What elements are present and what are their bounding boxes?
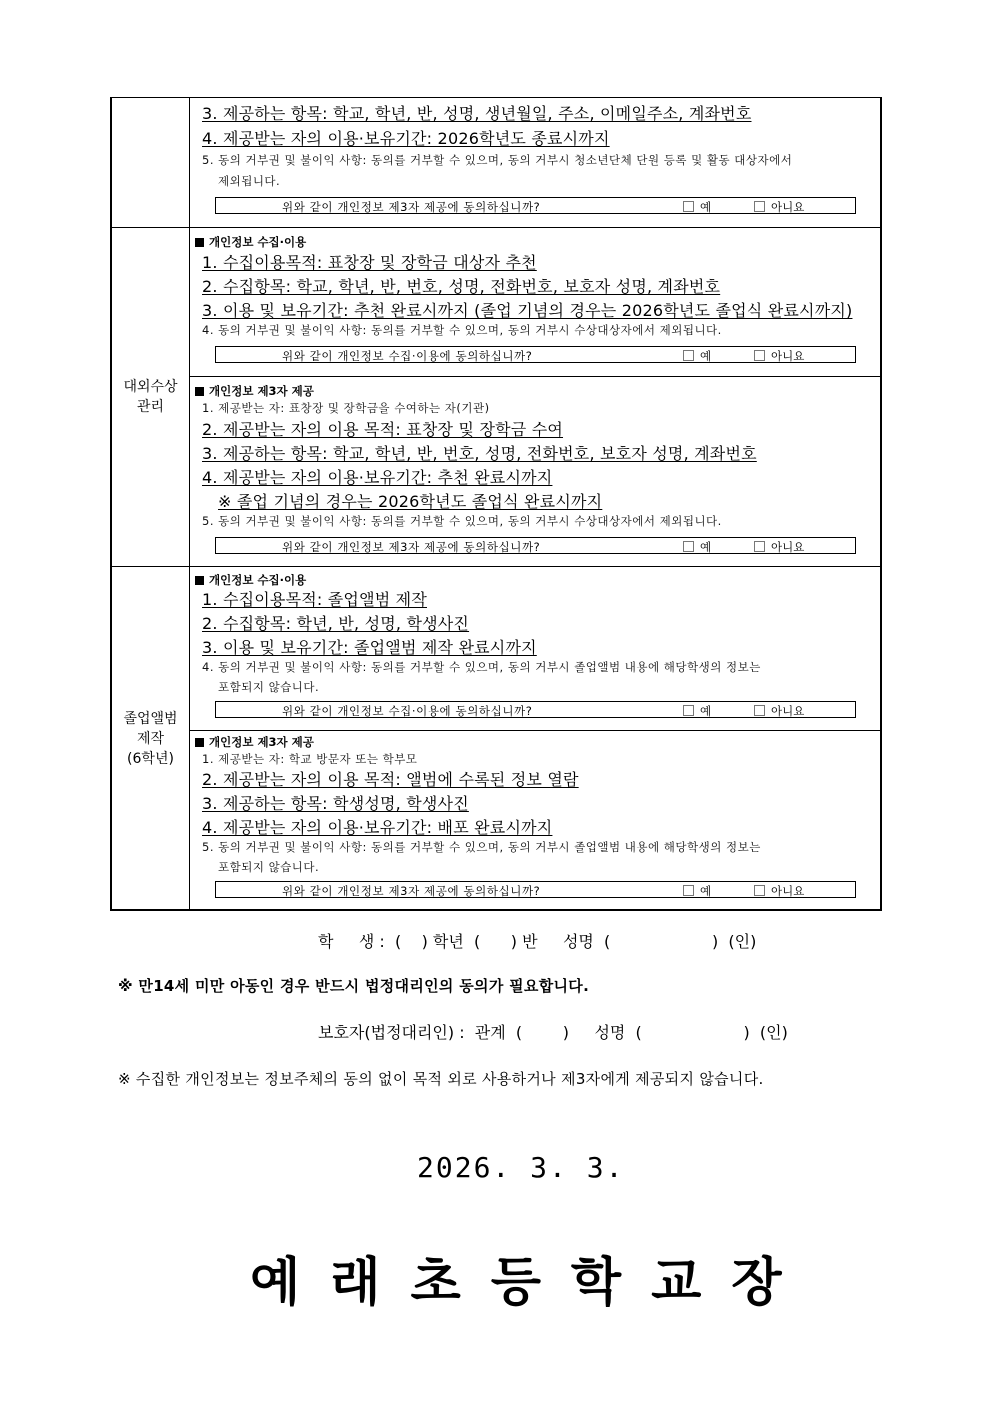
note-refuse: 5. 동의 거부권 및 불이익 사항: 동의를 거부할 수 있으며, 동의 거부시 수상대상자에서 제외됩니다. — [202, 514, 722, 528]
no-option[interactable]: 아니요 — [754, 539, 804, 555]
no-option[interactable]: 아니요 — [754, 703, 804, 719]
no-option[interactable]: 아니요 — [754, 883, 804, 899]
consent-question: 위와 같이 개인정보 제3자 제공에 동의하십니까? — [282, 884, 541, 898]
consent-question-box — [215, 346, 856, 363]
provide-section — [190, 730, 880, 911]
item-1: 1. 수집이용목적: 졸업앨범 제작 — [202, 590, 427, 609]
item-3: 3. 제공하는 항목: 학교, 학년, 반, 성명, 생년월일, 주소, 이메일주소, 계좌번호 — [202, 104, 752, 123]
square-bullet-icon — [195, 738, 204, 747]
yes-option[interactable]: 예 — [683, 883, 711, 899]
row-label — [112, 98, 190, 227]
use-notice: ※ 수집한 개인정보는 정보주체의 동의 없이 목적 외로 사용하거나 제3자에게 제공되지 않습니다. — [118, 1070, 764, 1088]
yes-option[interactable]: 예 — [683, 199, 711, 215]
note-refuse: 4. 동의 거부권 및 불이익 사항: 동의를 거부할 수 있으며, 동의 거부시 수상대상자에서 제외됩니다. — [202, 323, 722, 337]
note-refuse: 4. 동의 거부권 및 불이익 사항: 동의를 거부할 수 있으며, 동의 거부시 졸업앨범 내용에 해당학생의 정보는 — [202, 660, 761, 674]
section-head: 개인정보 수집·이용 — [195, 234, 306, 250]
item-5: ※ 졸업 기념의 경우는 2026학년도 졸업식 완료시까지 — [218, 492, 603, 511]
consent-question-box — [215, 197, 856, 214]
guardian-signature-line[interactable]: 보호자(법정대리인) : 관계 ( ) 성명 ( ) (인) — [318, 1023, 788, 1042]
square-bullet-icon — [195, 238, 204, 247]
item-3: 3. 제공하는 항목: 학생성명, 학생사진 — [202, 794, 469, 813]
consent-question: 위와 같이 개인정보 수집·이용에 동의하십니까? — [282, 704, 533, 718]
row-graduation-album — [112, 567, 880, 910]
item-4: 4. 제공받는 자의 이용·보유기간: 2026학년도 종료시까지 — [202, 129, 610, 148]
row-content — [190, 228, 880, 566]
student-signature-line[interactable]: 학 생 : ( ) 학년 ( ) 반 성명 ( ) (인) — [318, 932, 757, 951]
age-notice: ※ 만14세 미만 아동인 경우 반드시 법정대리인의 동의가 필요합니다. — [118, 977, 590, 995]
item-3: 3. 이용 및 보유기간: 졸업앨범 제작 완료시까지 — [202, 638, 537, 657]
consent-question: 위와 같이 개인정보 제3자 제공에 동의하십니까? — [282, 200, 541, 214]
row-content — [190, 98, 880, 227]
consent-question-box — [215, 537, 856, 554]
yes-option[interactable]: 예 — [683, 703, 711, 719]
section-head: 개인정보 제3자 제공 — [195, 383, 314, 399]
section-head: 개인정보 제3자 제공 — [195, 734, 314, 750]
checkbox-icon[interactable] — [683, 541, 694, 552]
item-3: 3. 이용 및 보유기간: 추천 완료시까지 (졸업 기념의 경우는 2026학년도 졸업식 완료시까지) — [202, 301, 853, 320]
section-head: 개인정보 수집·이용 — [195, 572, 306, 588]
note-refuse-cont: 포함되지 않습니다. — [218, 860, 320, 874]
collect-section — [190, 567, 880, 730]
checkbox-icon[interactable] — [754, 201, 765, 212]
item-1: 1. 제공받는 자: 표창장 및 장학금을 수여하는 자(기관) — [202, 401, 490, 415]
row-label: 대외수상 관리 — [112, 228, 190, 566]
item-2: 2. 제공받는 자의 이용 목적: 앨범에 수록된 정보 열람 — [202, 770, 579, 789]
collect-section — [190, 228, 880, 376]
item-1: 1. 제공받는 자: 학교 방문자 또는 학부모 — [202, 752, 418, 766]
item-4: 4. 제공받는 자의 이용·보유기간: 추천 완료시까지 — [202, 468, 553, 487]
item-3: 3. 제공하는 항목: 학교, 학년, 반, 번호, 성명, 전화번호, 보호자 성명, 계좌번호 — [202, 444, 757, 463]
row-awards — [112, 228, 880, 567]
item-4: 4. 제공받는 자의 이용·보유기간: 배포 완료시까지 — [202, 818, 553, 837]
note-refuse: 5. 동의 거부권 및 불이익 사항: 동의를 거부할 수 있으며, 동의 거부시 졸업앨범 내용에 해당학생의 정보는 — [202, 840, 761, 854]
document-date: 2026. 3. 3. — [417, 1151, 625, 1184]
checkbox-icon[interactable] — [683, 885, 694, 896]
checkbox-icon[interactable] — [754, 885, 765, 896]
item-2: 2. 제공받는 자의 이용 목적: 표창장 및 장학금 수여 — [202, 420, 564, 439]
checkbox-icon[interactable] — [683, 705, 694, 716]
item-2: 2. 수집항목: 학년, 반, 성명, 학생사진 — [202, 614, 470, 633]
note-refuse: 5. 동의 거부권 및 불이익 사항: 동의를 거부할 수 있으며, 동의 거부시 청소년단체 단원 등록 및 활동 대상자에서 — [202, 153, 793, 167]
consent-question: 위와 같이 개인정보 제3자 제공에 동의하십니까? — [282, 540, 541, 554]
checkbox-icon[interactable] — [754, 705, 765, 716]
row-content — [190, 567, 880, 910]
no-option[interactable]: 아니요 — [754, 199, 804, 215]
consent-question-box — [215, 881, 856, 898]
checkbox-icon[interactable] — [683, 201, 694, 212]
item-2: 2. 수집항목: 학교, 학년, 반, 번호, 성명, 전화번호, 보호자 성명, 계좌번호 — [202, 277, 721, 296]
square-bullet-icon — [195, 387, 204, 396]
checkbox-icon[interactable] — [683, 350, 694, 361]
row-youth-org — [112, 98, 880, 228]
no-option[interactable]: 아니요 — [754, 348, 804, 364]
checkbox-icon[interactable] — [754, 350, 765, 361]
row-label: 졸업앨범 제작 (6학년) — [112, 567, 190, 910]
square-bullet-icon — [195, 576, 204, 585]
note-refuse-cont: 포함되지 않습니다. — [218, 680, 320, 694]
provide-section — [190, 376, 880, 568]
checkbox-icon[interactable] — [754, 541, 765, 552]
school-principal-title: 예래초등학교장 — [250, 1252, 812, 1313]
note-refuse-cont: 제외됩니다. — [218, 174, 281, 188]
yes-option[interactable]: 예 — [683, 539, 711, 555]
consent-question: 위와 같이 개인정보 수집·이용에 동의하십니까? — [282, 349, 533, 363]
item-1: 1. 수집이용목적: 표창장 및 장학금 대상자 추천 — [202, 253, 537, 272]
yes-option[interactable]: 예 — [683, 348, 711, 364]
consent-table — [110, 97, 882, 911]
consent-question-box — [215, 701, 856, 718]
